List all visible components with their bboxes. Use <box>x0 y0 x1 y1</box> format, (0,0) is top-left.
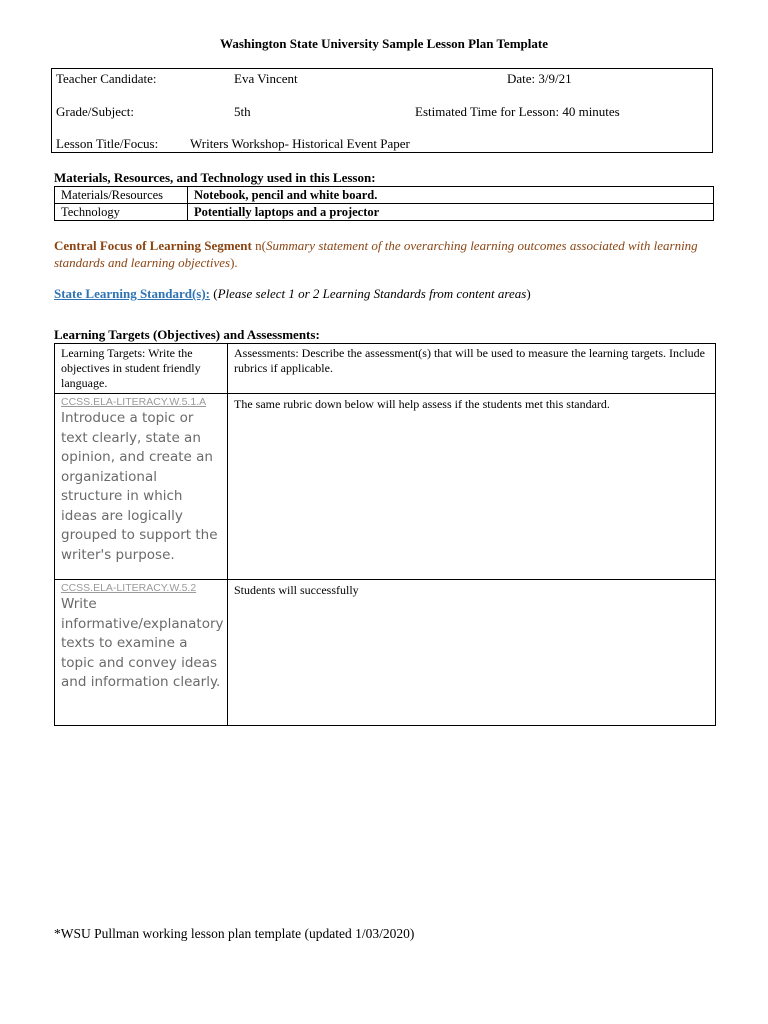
learning-targets-column-header: Learning Targets: Write the objectives in student friendly language. <box>55 344 228 394</box>
materials-label: Materials/Resources <box>55 187 188 204</box>
assessment-cell: The same rubric down below will help assess if the students met this standard. <box>228 394 716 580</box>
state-standard-link[interactable]: State Learning Standard(s): <box>54 286 211 301</box>
learning-targets-heading: Learning Targets (Objectives) and Assessments: <box>54 327 320 342</box>
state-standard-note: Please select 1 or 2 Learning Standards from content areas <box>217 286 527 301</box>
technology-label: Technology <box>55 204 188 221</box>
technology-value: Potentially laptops and a projector <box>188 204 714 221</box>
standard-code-link[interactable]: CCSS.ELA-LITERACY.W.5.2 <box>61 582 197 594</box>
learning-targets-table <box>54 343 716 726</box>
table-header-row <box>55 344 716 394</box>
standard-text: Introduce a topic or text clearly, state an opinion, and create an organizational structure in which ideas are logically grouped to support the writer's purpose. <box>61 410 218 563</box>
teacher-value: Eva Vincent <box>234 71 298 86</box>
date-label: Date: 3/9/21 <box>507 71 572 86</box>
assessments-column-header: Assessments: Describe the assessment(s) that will be used to measure the learning targets. Include rubrics if applicable. <box>228 344 716 394</box>
standard-text: Write informative/explanatory texts to examine a topic and convey ideas and information clearly. <box>61 596 224 690</box>
estimated-time: Estimated Time for Lesson: 40 minutes <box>415 104 620 119</box>
teacher-label: Teacher Candidate: <box>56 71 157 86</box>
standard-code-link[interactable]: CCSS.ELA-LITERACY.W.5.1.A <box>61 396 207 408</box>
learning-target-cell <box>55 580 228 726</box>
central-focus-label: Central Focus of Learning Segment <box>54 238 252 253</box>
central-focus-summary: Summary statement of the overarching learning outcomes associated with learning standards and learning objectives <box>54 238 698 270</box>
state-standard-note-close: ) <box>526 286 531 301</box>
state-standard-note-open: ( <box>210 286 218 301</box>
central-focus-end: ). <box>230 255 238 270</box>
table-row <box>55 204 714 221</box>
materials-value: Notebook, pencil and white board. <box>188 187 714 204</box>
document-title: Washington State University Sample Lesson Plan Template <box>220 36 548 51</box>
materials-heading: Materials, Resources, and Technology used in this Lesson: <box>54 170 376 185</box>
learning-target-cell <box>55 394 228 580</box>
materials-table <box>54 186 714 221</box>
grade-value: 5th <box>234 104 251 119</box>
grade-label: Grade/Subject: <box>56 104 134 119</box>
assessment-cell: Students will successfully <box>228 580 716 726</box>
central-focus-suffix: n( <box>251 238 266 253</box>
lesson-value: Writers Workshop- Historical Event Paper <box>190 136 410 151</box>
table-row <box>55 394 716 580</box>
central-focus <box>54 237 704 271</box>
state-standard <box>54 286 531 302</box>
table-row <box>55 187 714 204</box>
footer-note: *WSU Pullman working lesson plan template (updated 1/03/2020) <box>54 926 415 941</box>
table-row <box>55 580 716 726</box>
lesson-label: Lesson Title/Focus: <box>56 136 159 151</box>
lesson-header-box <box>51 68 713 153</box>
